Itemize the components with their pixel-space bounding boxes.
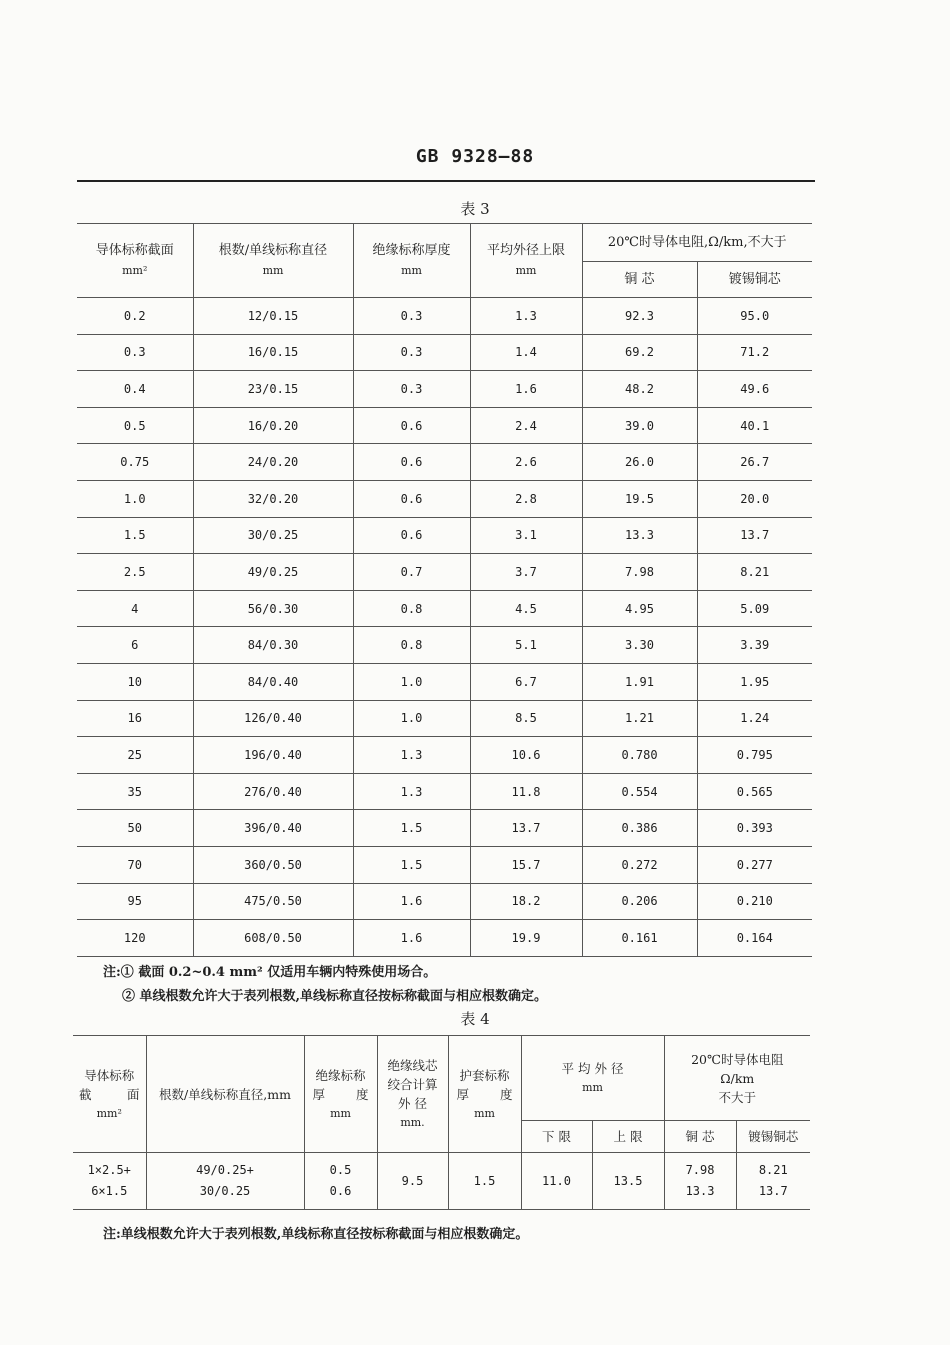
table-row <box>77 517 812 554</box>
t3-cell-od: 1.4 <box>470 334 582 371</box>
t4-header-ins-l2b: 度 <box>355 1086 369 1102</box>
t3-cell-od: 15.7 <box>470 846 582 883</box>
t3-cell-copper: 19.5 <box>582 480 697 517</box>
t4-header-copper: 铜 芯 <box>664 1121 736 1153</box>
header-rule <box>77 180 815 182</box>
t3-cell-tinned: 71.2 <box>697 334 812 371</box>
t4-header-sheath-l2b: 度 <box>499 1086 513 1102</box>
t3-cell-copper: 0.554 <box>582 773 697 810</box>
t3-header-od-unit: mm <box>515 263 537 277</box>
t4-header-resistance <box>664 1036 810 1121</box>
table4-caption: 表 4 <box>460 1010 490 1028</box>
t4-cell-ins <box>304 1153 377 1210</box>
t3-cell-od: 2.6 <box>470 444 582 481</box>
t3-cell-insulation: 0.3 <box>353 334 470 371</box>
t3-header-copper: 铜 芯 <box>582 262 697 298</box>
table3 <box>77 223 812 957</box>
t4-header-ins-l2 <box>305 1085 377 1104</box>
t3-cell-strands: 49/0.25 <box>193 554 353 591</box>
t3-cell-section: 70 <box>77 846 193 883</box>
t3-cell-insulation: 1.6 <box>353 883 470 920</box>
t3-cell-copper: 48.2 <box>582 371 697 408</box>
t3-cell-od: 1.6 <box>470 371 582 408</box>
t3-cell-strands: 32/0.20 <box>193 480 353 517</box>
t3-header-insulation-label: 绝缘标称厚度 <box>372 242 451 258</box>
t3-cell-insulation: 1.5 <box>353 846 470 883</box>
t3-cell-strands: 23/0.15 <box>193 371 353 408</box>
t3-cell-tinned: 40.1 <box>697 407 812 444</box>
t3-cell-tinned: 49.6 <box>697 371 812 408</box>
t4-header-section-l1: 导体标称 <box>84 1067 135 1083</box>
t4-header-sheath-l2 <box>449 1085 521 1104</box>
t3-cell-od: 1.3 <box>470 298 582 335</box>
t3-cell-tinned: 13.7 <box>697 517 812 554</box>
t4-header-core-l3: 外 径 <box>398 1096 427 1111</box>
t3-cell-section: 1.0 <box>77 480 193 517</box>
t4-header-res-l3: 不大于 <box>718 1089 757 1105</box>
t3-cell-od: 6.7 <box>470 663 582 700</box>
t3-cell-copper: 0.386 <box>582 810 697 847</box>
t3-cell-strands: 360/0.50 <box>193 846 353 883</box>
t3-cell-copper: 0.161 <box>582 920 697 957</box>
table-row <box>77 883 812 920</box>
t3-cell-copper: 0.206 <box>582 883 697 920</box>
t3-cell-od: 2.4 <box>470 407 582 444</box>
t3-cell-section: 0.5 <box>77 407 193 444</box>
t4-ins-2: 0.6 <box>329 1184 352 1198</box>
t3-cell-strands: 30/0.25 <box>193 517 353 554</box>
t3-cell-insulation: 0.3 <box>353 371 470 408</box>
t3-cell-copper: 1.91 <box>582 663 697 700</box>
t4-section-1: 1×2.5+ <box>87 1163 131 1177</box>
table3-note-2: ② 单线根数允许大于表列根数,单线标称直径按标称截面与相应根数确定。 <box>122 989 548 1004</box>
t4-header-section <box>73 1036 146 1153</box>
table-row <box>77 444 812 481</box>
t3-cell-od: 19.9 <box>470 920 582 957</box>
t3-cell-od: 18.2 <box>470 883 582 920</box>
t3-cell-strands: 12/0.15 <box>193 298 353 335</box>
t3-cell-od: 13.7 <box>470 810 582 847</box>
t3-cell-copper: 3.30 <box>582 627 697 664</box>
t3-header-od <box>470 224 582 298</box>
t3-cell-copper: 4.95 <box>582 590 697 627</box>
t3-cell-strands: 126/0.40 <box>193 700 353 737</box>
t3-cell-od: 5.1 <box>470 627 582 664</box>
t3-cell-section: 50 <box>77 810 193 847</box>
t4-header-ins <box>304 1036 377 1153</box>
table-row <box>77 846 812 883</box>
t4-header-ins-l1: 绝缘标称 <box>315 1067 366 1083</box>
t3-cell-copper: 7.98 <box>582 554 697 591</box>
t3-cell-copper: 69.2 <box>582 334 697 371</box>
t3-cell-od: 10.6 <box>470 737 582 774</box>
table-row <box>77 554 812 591</box>
t4-header-core-l1: 绝缘线芯 <box>387 1058 438 1073</box>
t4-copper-1: 7.98 <box>685 1163 715 1177</box>
t4-ins-1: 0.5 <box>329 1163 352 1177</box>
t3-cell-tinned: 0.210 <box>697 883 812 920</box>
table-row <box>77 407 812 444</box>
table3-caption: 表 3 <box>460 200 490 218</box>
t3-cell-tinned: 20.0 <box>697 480 812 517</box>
t4-cell-lower: 11.0 <box>521 1153 592 1210</box>
t3-cell-tinned: 0.393 <box>697 810 812 847</box>
table4 <box>73 1035 810 1210</box>
t3-header-resistance: 20℃时导体电阻,Ω/km,不大于 <box>582 224 812 262</box>
t3-cell-section: 2.5 <box>77 554 193 591</box>
t4-header-strands: 根数/单线标称直径,mm <box>146 1036 304 1153</box>
table4-note: 注:单线根数允许大于表列根数,单线标称直径按标称截面与相应根数确定。 <box>103 1227 529 1242</box>
t4-header-sheath-l1: 护套标称 <box>459 1067 510 1083</box>
t3-cell-tinned: 0.795 <box>697 737 812 774</box>
t3-header-section-unit: mm² <box>122 263 148 277</box>
t3-header-tinned: 镀锡铜芯 <box>697 262 812 298</box>
t4-header-sheath <box>448 1036 521 1153</box>
t4-header-res-l2: Ω/km <box>720 1070 755 1086</box>
t3-cell-copper: 0.272 <box>582 846 697 883</box>
t4-cell-copper <box>664 1153 736 1210</box>
table-row <box>77 663 812 700</box>
t4-header-ins-l2a: 厚 <box>312 1086 326 1102</box>
t3-cell-od: 4.5 <box>470 590 582 627</box>
t3-cell-section: 0.3 <box>77 334 193 371</box>
t3-cell-copper: 26.0 <box>582 444 697 481</box>
table-row <box>77 700 812 737</box>
t3-header-section-label: 导体标称截面 <box>95 242 174 258</box>
t3-cell-insulation: 1.6 <box>353 920 470 957</box>
t4-section-2: 6×1.5 <box>91 1184 128 1198</box>
t3-cell-copper: 92.3 <box>582 298 697 335</box>
t3-cell-strands: 24/0.20 <box>193 444 353 481</box>
t3-cell-section: 4 <box>77 590 193 627</box>
t3-cell-copper: 13.3 <box>582 517 697 554</box>
table-row <box>77 298 812 335</box>
t3-cell-section: 35 <box>77 773 193 810</box>
table-row <box>77 480 812 517</box>
t4-header-res-l1: 20℃时导体电阻 <box>691 1051 784 1067</box>
t3-cell-section: 120 <box>77 920 193 957</box>
t3-header-strands-unit: mm <box>262 263 284 277</box>
standard-number: GB 9328—88 <box>415 146 535 167</box>
t3-cell-strands: 16/0.20 <box>193 407 353 444</box>
t3-cell-tinned: 8.21 <box>697 554 812 591</box>
t4-header-section-l2b: 面 <box>126 1086 140 1102</box>
t3-cell-section: 6 <box>77 627 193 664</box>
t4-header-core <box>377 1036 448 1153</box>
t4-copper-2: 13.3 <box>685 1184 715 1198</box>
t3-cell-insulation: 1.3 <box>353 737 470 774</box>
table-row <box>77 737 812 774</box>
table3-note-1: 注:① 截面 0.2~0.4 mm² 仅适用车辆内特殊使用场合。 <box>103 965 437 980</box>
t3-cell-strands: 608/0.50 <box>193 920 353 957</box>
t3-cell-tinned: 95.0 <box>697 298 812 335</box>
t3-cell-od: 3.7 <box>470 554 582 591</box>
t4-header-sheath-l2a: 厚 <box>456 1086 470 1102</box>
t3-cell-copper: 1.21 <box>582 700 697 737</box>
t3-cell-section: 10 <box>77 663 193 700</box>
t3-header-section <box>77 224 193 298</box>
t3-cell-tinned: 0.277 <box>697 846 812 883</box>
t3-cell-section: 1.5 <box>77 517 193 554</box>
t4-tinned-2: 13.7 <box>758 1184 788 1198</box>
t3-cell-strands: 16/0.15 <box>193 334 353 371</box>
t3-cell-section: 0.4 <box>77 371 193 408</box>
t3-cell-tinned: 0.164 <box>697 920 812 957</box>
t4-header-core-l2: 绞合计算 <box>387 1077 438 1092</box>
t3-cell-strands: 396/0.40 <box>193 810 353 847</box>
t4-cell-tinned <box>736 1153 810 1210</box>
table-row <box>77 590 812 627</box>
t3-cell-tinned: 0.565 <box>697 773 812 810</box>
table-row <box>77 334 812 371</box>
t3-cell-section: 0.75 <box>77 444 193 481</box>
t3-cell-copper: 39.0 <box>582 407 697 444</box>
t4-cell-core-od: 9.5 <box>377 1153 448 1210</box>
t3-cell-copper: 0.780 <box>582 737 697 774</box>
t3-header-strands <box>193 224 353 298</box>
t3-cell-insulation: 0.8 <box>353 590 470 627</box>
t3-cell-strands: 84/0.40 <box>193 663 353 700</box>
t3-cell-od: 11.8 <box>470 773 582 810</box>
t3-cell-insulation: 1.3 <box>353 773 470 810</box>
t3-body <box>77 298 812 957</box>
t3-cell-insulation: 1.0 <box>353 663 470 700</box>
t4-header-ins-unit: mm <box>330 1106 351 1120</box>
t3-cell-insulation: 0.6 <box>353 444 470 481</box>
t4-header-section-l2 <box>73 1085 146 1104</box>
t3-header-od-label: 平均外径上限 <box>486 242 565 258</box>
t3-cell-od: 3.1 <box>470 517 582 554</box>
t3-header-strands-label: 根数/单线标称直径 <box>218 242 328 258</box>
t4-cell-strands <box>146 1153 304 1210</box>
t3-cell-strands: 84/0.30 <box>193 627 353 664</box>
t4-header-tinned: 镀锡铜芯 <box>736 1121 810 1153</box>
t3-cell-insulation: 0.6 <box>353 407 470 444</box>
t3-cell-insulation: 0.3 <box>353 298 470 335</box>
t4-header-core-unit: mm. <box>400 1116 425 1129</box>
t3-header-insulation <box>353 224 470 298</box>
t4-tinned-1: 8.21 <box>758 1163 788 1177</box>
t4-header-sheath-unit: mm <box>474 1106 495 1120</box>
table-row <box>77 773 812 810</box>
t4-header-lower: 下 限 <box>521 1121 592 1153</box>
t4-header-od <box>521 1036 664 1121</box>
t3-cell-tinned: 3.39 <box>697 627 812 664</box>
t3-cell-tinned: 1.95 <box>697 663 812 700</box>
t3-cell-insulation: 1.0 <box>353 700 470 737</box>
t3-cell-section: 25 <box>77 737 193 774</box>
t3-cell-tinned: 26.7 <box>697 444 812 481</box>
t4-strands-1: 49/0.25+ <box>196 1163 254 1177</box>
t3-cell-insulation: 0.8 <box>353 627 470 664</box>
t3-cell-insulation: 0.6 <box>353 480 470 517</box>
t3-cell-od: 2.8 <box>470 480 582 517</box>
table-row <box>77 371 812 408</box>
t4-header-upper: 上 限 <box>592 1121 664 1153</box>
t4-header-od-label: 平 均 外 径 <box>561 1061 624 1076</box>
table-row <box>77 810 812 847</box>
t4-cell-section <box>73 1153 146 1210</box>
t3-cell-section: 0.2 <box>77 298 193 335</box>
table-row <box>77 627 812 664</box>
t3-cell-strands: 56/0.30 <box>193 590 353 627</box>
t3-cell-insulation: 0.6 <box>353 517 470 554</box>
t3-cell-section: 95 <box>77 883 193 920</box>
t4-header-od-unit: mm <box>582 1081 603 1094</box>
t3-cell-tinned: 5.09 <box>697 590 812 627</box>
t4-strands-2: 30/0.25 <box>199 1184 251 1198</box>
t3-cell-strands: 276/0.40 <box>193 773 353 810</box>
t3-cell-insulation: 0.7 <box>353 554 470 591</box>
t3-cell-insulation: 1.5 <box>353 810 470 847</box>
t3-cell-strands: 196/0.40 <box>193 737 353 774</box>
t3-cell-od: 8.5 <box>470 700 582 737</box>
t3-cell-section: 16 <box>77 700 193 737</box>
t3-header-insulation-unit: mm <box>401 263 422 277</box>
t4-header-section-l2a: 截 <box>79 1086 92 1102</box>
t3-cell-strands: 475/0.50 <box>193 883 353 920</box>
t4-header-section-unit: mm² <box>96 1106 122 1120</box>
t4-cell-sheath: 1.5 <box>448 1153 521 1210</box>
t3-cell-tinned: 1.24 <box>697 700 812 737</box>
table-row <box>77 920 812 957</box>
t4-cell-upper: 13.5 <box>592 1153 664 1210</box>
